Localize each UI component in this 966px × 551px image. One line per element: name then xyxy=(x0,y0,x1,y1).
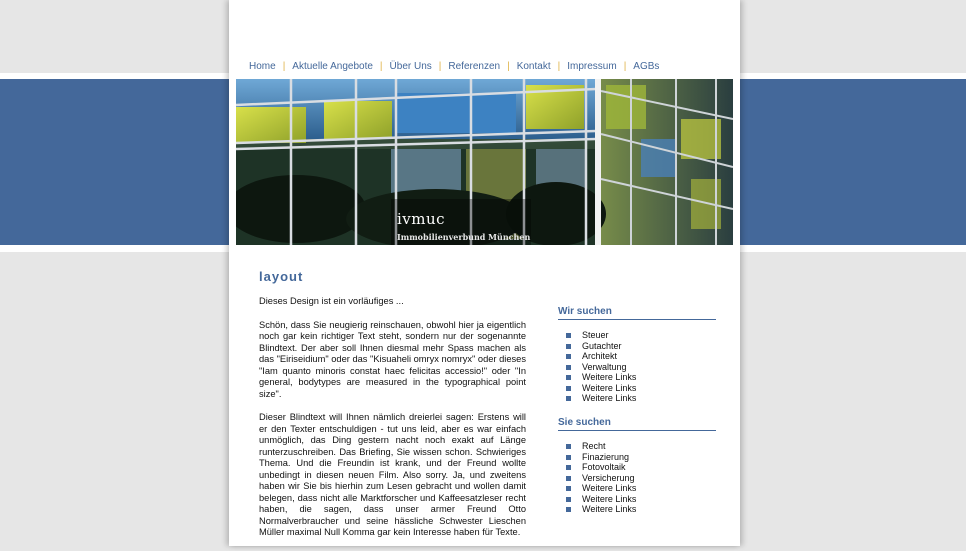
nav-separator: | xyxy=(507,60,510,72)
square-bullet-icon xyxy=(566,396,571,401)
sidebar-section-sie-suchen xyxy=(558,417,716,515)
sidebar-section-wir-suchen xyxy=(558,306,716,404)
nav-home[interactable]: Home xyxy=(249,60,276,72)
square-bullet-icon xyxy=(566,476,571,481)
article-paragraph: Dieser Blindtext will Ihnen nämlich dreierlei sagen: Erstens will er den Texter entschuldigen - tut uns leid, aber es war einfach unmöglich, das Ding gestern nacht noch exakt auf Länge runterzuschreiben. Das Briefing, Sie wissen schon. Schwieriges Thema. Und die Freundin ist krank, und der Freund wollte unbedingt in diesen neuen Film. Also sorry. Ja, und zweitens haben wir Sie bis hierhin zum Lesen gebracht und wollen damit belegen, dass nicht alle Marktforscher und Kaffeesatzleser recht haben, die sagen, dass unser armer Freund Otto Normalverbraucher und seine hässliche Schwester Lieschen Müller maximal Null Komma gar kein Interesse haben für Texte. xyxy=(259,412,526,537)
sidebar-link-list xyxy=(558,330,716,404)
article-paragraph: Dieses Design ist ein vorläufiges ... xyxy=(259,296,404,306)
sidebar-link[interactable]: Weitere Links xyxy=(558,383,716,394)
nav-separator: | xyxy=(438,60,442,72)
nav-separator: | xyxy=(557,60,561,72)
site-logo-subtitle: Immobilienverbund München xyxy=(397,232,531,242)
sidebar-heading: Sie suchen xyxy=(558,417,716,431)
square-bullet-icon xyxy=(566,444,571,449)
sidebar-heading: Wir suchen xyxy=(558,306,716,320)
sidebar-link[interactable]: Steuer xyxy=(558,330,716,341)
square-bullet-icon xyxy=(566,497,571,502)
nav-ueber-uns[interactable]: Über Uns xyxy=(389,60,432,72)
nav-separator: | xyxy=(379,60,383,72)
article-paragraph: Schön, dass Sie neugierig reinschauen, obwohl hier ja eigentlich noch gar kein richtiger Text steht, sondern nur der sogenannte Blindtext. Der aber soll Ihnen diesmal mehr Spass machen als das "Eiriseidium" oder das "Kisuaheli omryx nomryx" oder dieses "Iam quanto minoris constat haec felicitas accessio!" oder "In general, bodytypes are measured in the typographical point size". xyxy=(259,319,526,399)
square-bullet-icon xyxy=(566,486,571,491)
nav-separator: | xyxy=(623,60,627,72)
nav-agbs[interactable]: AGBs xyxy=(633,60,660,72)
sidebar-link[interactable]: Weitere Links xyxy=(558,504,716,515)
header-banner-image xyxy=(236,79,733,245)
sidebar-link[interactable]: Weitere Links xyxy=(558,393,716,404)
sidebar-link[interactable]: Weitere Links xyxy=(558,483,716,494)
square-bullet-icon xyxy=(566,507,571,512)
square-bullet-icon xyxy=(566,333,571,338)
nav-impressum[interactable]: Impressum xyxy=(567,60,617,72)
sidebar-link[interactable]: Finazierung xyxy=(558,452,716,463)
main-navigation xyxy=(249,59,659,73)
page-container xyxy=(229,0,740,546)
sidebar-link[interactable]: Weitere Links xyxy=(558,372,716,383)
nav-kontakt[interactable]: Kontakt xyxy=(516,60,551,72)
square-bullet-icon xyxy=(566,465,571,470)
square-bullet-icon xyxy=(566,386,571,391)
square-bullet-icon xyxy=(566,365,571,370)
nav-separator: | xyxy=(282,60,286,72)
square-bullet-icon xyxy=(566,455,571,460)
square-bullet-icon xyxy=(566,375,571,380)
sidebar-link[interactable]: Weitere Links xyxy=(558,494,716,505)
square-bullet-icon xyxy=(566,354,571,359)
sidebar-link[interactable]: Recht xyxy=(558,441,716,452)
sidebar-link[interactable]: Gutachter xyxy=(558,341,716,352)
site-logo-title: ivmuc xyxy=(397,210,446,228)
sidebar-link-list xyxy=(558,441,716,515)
sidebar-link[interactable]: Verwaltung xyxy=(558,362,716,373)
sidebar-link[interactable]: Fotovoltaik xyxy=(558,462,716,473)
nav-referenzen[interactable]: Referenzen xyxy=(448,60,501,72)
sidebar-link[interactable]: Versicherung xyxy=(558,473,716,484)
glass-facade-illustration xyxy=(236,79,733,245)
page-title: layout xyxy=(259,269,304,284)
nav-aktuelle-angebote[interactable]: Aktuelle Angebote xyxy=(292,60,373,72)
sidebar-link[interactable]: Architekt xyxy=(558,351,716,362)
square-bullet-icon xyxy=(566,344,571,349)
main-article xyxy=(259,296,526,551)
